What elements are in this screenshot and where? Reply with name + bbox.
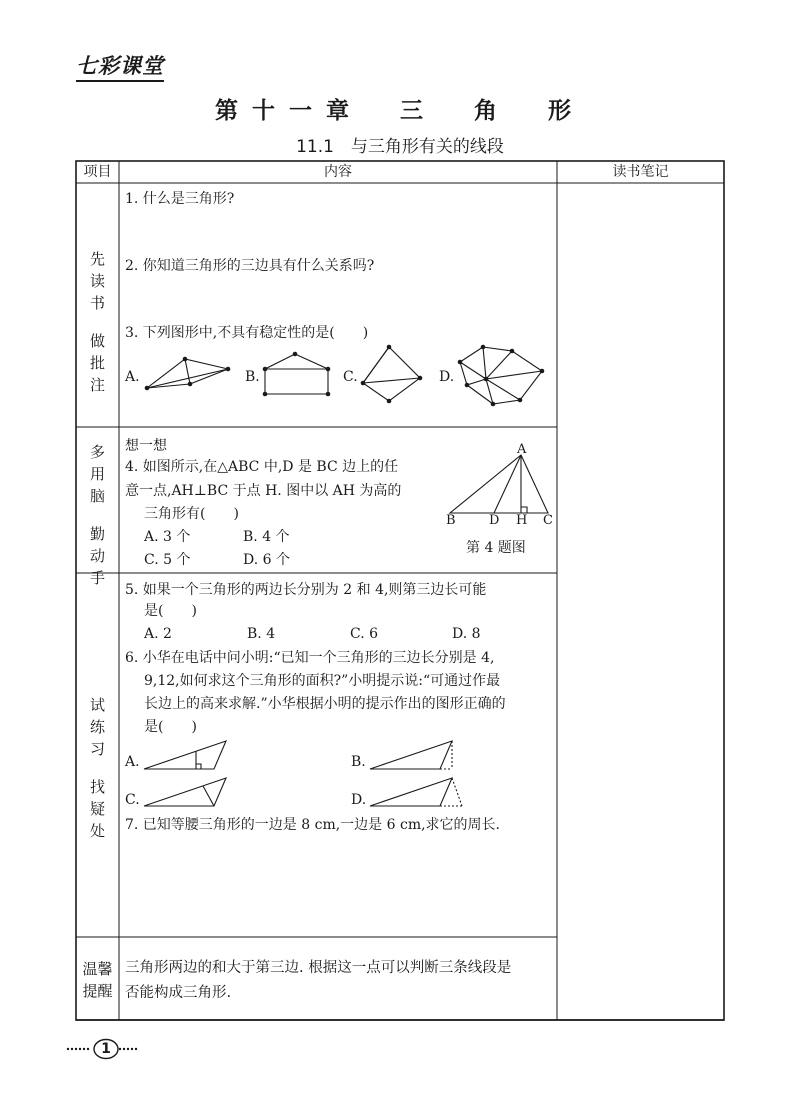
- q4-label-h: H: [516, 513, 528, 528]
- q6-option-d: D.: [351, 792, 367, 808]
- q6-option-b: B.: [351, 754, 366, 770]
- question-6-line-1: 6. 小华在电话中问小明:“已知一个三角形的三边长分别是 4,: [125, 650, 495, 666]
- q3-option-d: D.: [439, 369, 455, 385]
- section-title: 11.1 与三角形有关的线段: [296, 137, 504, 157]
- question-4-line-2: 意一点,AH⊥BC 于点 H. 图中以 AH 为高的: [125, 483, 402, 499]
- side-label-read-a: 先读书: [89, 250, 105, 312]
- question-4-line-3: 三角形有( ): [144, 506, 239, 522]
- q5-option-b: B. 4: [247, 626, 276, 642]
- q4-label-b: B: [446, 513, 456, 528]
- question-5-line-1: 5. 如果一个三角形的两边长分别为 2 和 4,则第三边长可能: [125, 582, 487, 598]
- think-title: 想一想: [125, 438, 167, 454]
- page-number: 1: [101, 1041, 111, 1057]
- q3-option-c: C.: [343, 369, 358, 385]
- question-2: 2. 你知道三角形的三边具有什么关系吗?: [125, 258, 375, 274]
- q6-option-c: C.: [125, 792, 140, 808]
- q4-option-c: C. 5 个: [144, 552, 191, 568]
- side-label-think-a: 多用脑: [89, 443, 105, 505]
- q4-label-d: D: [489, 513, 500, 528]
- q4-label-a: A: [517, 442, 527, 457]
- question-4-line-1: 4. 如图所示,在△ABC 中,D 是 BC 边上的任: [125, 459, 399, 475]
- q6-option-a: A.: [125, 754, 140, 770]
- q4-label-c: C: [543, 513, 553, 528]
- side-label-tips-text: 温馨提醒: [82, 960, 113, 1000]
- q5-option-c: C. 6: [350, 626, 379, 642]
- header-notes: 读书笔记: [612, 164, 669, 180]
- q4-option-b: B. 4 个: [243, 529, 290, 545]
- question-6-line-2: 9,12,如何求这个三角形的面积?”小明提示说:“可通过作最: [144, 673, 501, 689]
- brand-logo: 七彩课堂: [76, 54, 164, 78]
- question-5-line-2: 是( ): [144, 603, 197, 619]
- header-item: 项目: [83, 164, 112, 180]
- header-content: 内容: [324, 164, 352, 180]
- question-3: 3. 下列图形中,不具有稳定性的是( ): [125, 325, 369, 341]
- question-7: 7. 已知等腰三角形的一边是 8 cm,一边是 6 cm,求它的周长.: [125, 817, 501, 833]
- side-label-read-b: 做批注: [89, 332, 105, 394]
- question-1: 1. 什么是三角形?: [125, 191, 235, 207]
- q5-option-d: D. 8: [452, 626, 481, 642]
- question-6-line-3: 长边上的高来求解.”小华根据小明的提示作出的图形正确的: [144, 696, 506, 712]
- side-label-practice-a: 试练习: [89, 696, 105, 758]
- q3-option-b: B.: [245, 369, 260, 385]
- q4-option-a: A. 3 个: [144, 529, 191, 545]
- question-6-line-4: 是( ): [144, 719, 197, 735]
- tips-line-2: 否能构成三角形.: [125, 985, 232, 1001]
- q3-option-a: A.: [125, 369, 140, 385]
- side-label-practice-b: 找疑处: [89, 778, 105, 840]
- chapter-title: 第十一章 三 角 形: [215, 97, 585, 124]
- q4-figure-caption: 第 4 题图: [466, 540, 526, 556]
- q4-option-d: D. 6 个: [243, 552, 290, 568]
- q5-option-a: A. 2: [144, 626, 172, 642]
- tips-line-1: 三角形两边的和大于第三边. 根据这一点可以判断三条线段是: [125, 960, 512, 976]
- side-label-think-b: 勤动手: [89, 525, 105, 587]
